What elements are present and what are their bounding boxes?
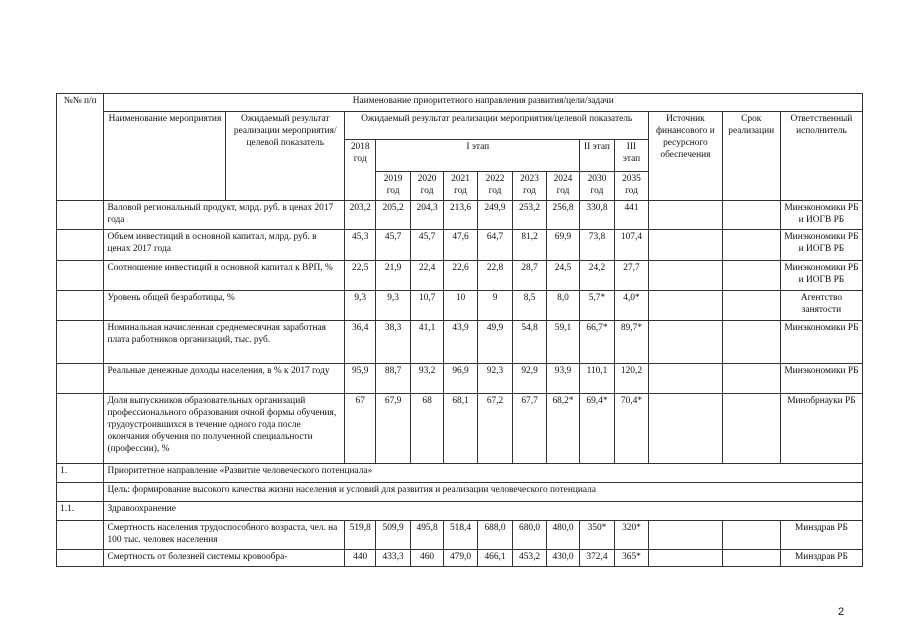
indicator-value: 205,2 [376, 201, 411, 230]
indicator-value: 93,2 [410, 364, 443, 394]
indicator-name: Объем инвестиций в основной капитал, млрд. руб. в ценах 2017 года [104, 230, 345, 261]
indicator-value: 45,3 [345, 230, 376, 261]
indicator-value: 22,6 [444, 261, 477, 291]
header-year: 2020 год [410, 172, 443, 201]
indicator-value: 73,8 [580, 230, 615, 261]
section-goal: Цель: формирование высокого качества жизни населения и условий для развития и реализации человеческого потенциала [104, 483, 863, 502]
indicator-responsible: Минэкономики РБ и ИОГВ РБ [780, 261, 862, 291]
indicator-row [57, 321, 863, 364]
indicator-value: 10 [444, 291, 477, 321]
indicator-responsible: Минэкономики РБ и ИОГВ РБ [780, 201, 862, 230]
indicator-row [57, 521, 863, 550]
header-event-name: Наименование мероприятия [104, 112, 226, 201]
indicator-value: 372,4 [580, 550, 615, 567]
indicator-value: 67 [345, 394, 376, 464]
indicator-value: 5,7* [580, 291, 615, 321]
indicator-value: 120,2 [614, 364, 649, 394]
indicator-value: 330,8 [580, 201, 615, 230]
header-year: 2035 год [614, 172, 649, 201]
page-number: 2 [838, 606, 845, 618]
indicator-value: 81,2 [513, 230, 546, 261]
indicator-value: 36,4 [345, 321, 376, 364]
indicator-value: 69,4* [580, 394, 615, 464]
header-num: №№ п/п [57, 94, 104, 201]
indicator-value: 495,8 [410, 521, 443, 550]
indicator-value: 9,3 [345, 291, 376, 321]
indicator-value: 54,8 [513, 321, 546, 364]
indicator-value: 509,9 [376, 521, 411, 550]
indicator-responsible: Минздрав РБ [780, 550, 862, 567]
indicator-value: 203,2 [345, 201, 376, 230]
indicator-value: 320* [614, 521, 649, 550]
header-year: 2019 год [376, 172, 411, 201]
indicator-responsible: Минэкономики РБ [780, 321, 862, 364]
indicator-value: 70,4* [614, 394, 649, 464]
indicator-value: 92,3 [477, 364, 513, 394]
indicator-value: 68 [410, 394, 443, 464]
indicator-value: 43,9 [444, 321, 477, 364]
indicator-value: 59,1 [546, 321, 579, 364]
indicator-value: 92,9 [513, 364, 546, 394]
indicator-row [57, 261, 863, 291]
indicator-value: 680,0 [513, 521, 546, 550]
indicator-value: 350* [580, 521, 615, 550]
indicator-value: 519,8 [345, 521, 376, 550]
indicator-value: 8,0 [546, 291, 579, 321]
indicator-row [57, 291, 863, 321]
indicator-value: 28,7 [513, 261, 546, 291]
indicator-name: Валовой региональный продукт, млрд. руб. в ценах 2017 года [104, 201, 345, 230]
indicator-value: 480,0 [546, 521, 579, 550]
indicator-name: Реальные денежные доходы населения, в % к 2017 году [104, 364, 345, 394]
header-term: Срок реализации [722, 112, 780, 201]
header-stage-1: I этап [376, 140, 580, 172]
indicator-responsible: Минздрав РБ [780, 521, 862, 550]
subsection-number: 1.1. [57, 502, 104, 521]
indicator-value: 41,1 [410, 321, 443, 364]
header-year-2018: 2018 год [345, 140, 376, 201]
header-year: 2022 год [477, 172, 513, 201]
indicator-name: Доля выпускников образовательных организаций профессионального образования очной формы обучения, трудоустроившихся в течение одного года после окончания обучения по полученной специальности (профессии), % [104, 394, 345, 464]
header-expected-result: Ожидаемый результат реализации мероприятия/целевой показатель [226, 112, 345, 201]
indicator-name: Смертность населения трудоспособного возраста, чел. на 100 тыс. человек населения [104, 521, 345, 550]
indicator-value: 433,3 [376, 550, 411, 567]
header-stage-2: II этап [580, 140, 615, 172]
indicator-value: 93,9 [546, 364, 579, 394]
indicator-name: Соотношение инвестиций в основной капитал к ВРП, % [104, 261, 345, 291]
indicator-value: 8,5 [513, 291, 546, 321]
header-year: 2021 год [444, 172, 477, 201]
indicator-value: 68,2* [546, 394, 579, 464]
indicator-value: 253,2 [513, 201, 546, 230]
indicator-value: 213,6 [444, 201, 477, 230]
indicator-value: 38,3 [376, 321, 411, 364]
indicator-row [57, 230, 863, 261]
indicator-value: 460 [410, 550, 443, 567]
indicator-row [57, 364, 863, 394]
indicator-value: 9,3 [376, 291, 411, 321]
indicator-value: 22,8 [477, 261, 513, 291]
indicator-value: 96,9 [444, 364, 477, 394]
indicator-value: 67,2 [477, 394, 513, 464]
indicator-value: 24,5 [546, 261, 579, 291]
indicator-value: 453,2 [513, 550, 546, 567]
indicator-value: 45,7 [410, 230, 443, 261]
indicator-value: 22,4 [410, 261, 443, 291]
indicator-value: 67,7 [513, 394, 546, 464]
indicator-value: 47,6 [444, 230, 477, 261]
indicator-row [57, 201, 863, 230]
indicator-value: 256,8 [546, 201, 579, 230]
header-priority: Наименование приоритетного направления развития/цели/задачи [104, 94, 863, 112]
indicator-value: 69,9 [546, 230, 579, 261]
indicator-value: 249,9 [477, 201, 513, 230]
indicator-name: Смертность от болезней системы кровообра- [104, 550, 345, 567]
subsection-row [57, 502, 863, 521]
indicator-value: 22,5 [345, 261, 376, 291]
indicator-name: Уровень общей безработицы, % [104, 291, 345, 321]
header-stage-3: III этап [614, 140, 649, 172]
indicator-value: 9 [477, 291, 513, 321]
indicator-responsible: Минэкономики РБ [780, 364, 862, 394]
indicator-value: 479,0 [444, 550, 477, 567]
indicator-value: 21,9 [376, 261, 411, 291]
indicator-value: 95,9 [345, 364, 376, 394]
header-year: 2024 год [546, 172, 579, 201]
header-responsible: Ответственный исполнитель [780, 112, 862, 201]
plan-table [56, 93, 863, 567]
indicator-responsible: Минобрнауки РБ [780, 394, 862, 464]
indicator-value: 45,7 [376, 230, 411, 261]
indicator-value: 88,7 [376, 364, 411, 394]
header-year: 2030 год [580, 172, 615, 201]
indicator-responsible: Минэкономики РБ и ИОГВ РБ [780, 230, 862, 261]
indicator-value: 68,1 [444, 394, 477, 464]
indicator-value: 440 [345, 550, 376, 567]
indicator-value: 430,0 [546, 550, 579, 567]
subsection-title: Здравоохранение [104, 502, 863, 521]
indicator-value: 110,1 [580, 364, 615, 394]
goal-row [57, 483, 863, 502]
indicator-value: 688,0 [477, 521, 513, 550]
indicator-value: 49,9 [477, 321, 513, 364]
section-number: 1. [57, 464, 104, 483]
header-expected-result-group: Ожидаемый результат реализации мероприятия/целевой показатель [345, 112, 649, 140]
indicator-value: 518,4 [444, 521, 477, 550]
indicator-value: 4,0* [614, 291, 649, 321]
section-row [57, 464, 863, 483]
indicator-row [57, 394, 863, 464]
indicator-responsible: Агентство занятости [780, 291, 862, 321]
indicator-value: 441 [614, 201, 649, 230]
indicator-value: 24,2 [580, 261, 615, 291]
indicator-value: 10,7 [410, 291, 443, 321]
indicator-name: Номинальная начисленная среднемесячная заработная плата работников организаций, тыс. руб. [104, 321, 345, 364]
indicator-value: 107,4 [614, 230, 649, 261]
indicator-value: 89,7* [614, 321, 649, 364]
section-title: Приоритетное направление «Развитие человеческого потенциала» [104, 464, 863, 483]
indicator-value: 466,1 [477, 550, 513, 567]
header-year: 2023 год [513, 172, 546, 201]
indicator-value: 27,7 [614, 261, 649, 291]
indicator-value: 66,7* [580, 321, 615, 364]
indicator-value: 67,9 [376, 394, 411, 464]
indicator-value: 365* [614, 550, 649, 567]
indicator-value: 204,3 [410, 201, 443, 230]
header-source: Источник финансового и ресурсного обеспечения [649, 112, 722, 201]
indicator-value: 64,7 [477, 230, 513, 261]
indicator-row [57, 550, 863, 567]
